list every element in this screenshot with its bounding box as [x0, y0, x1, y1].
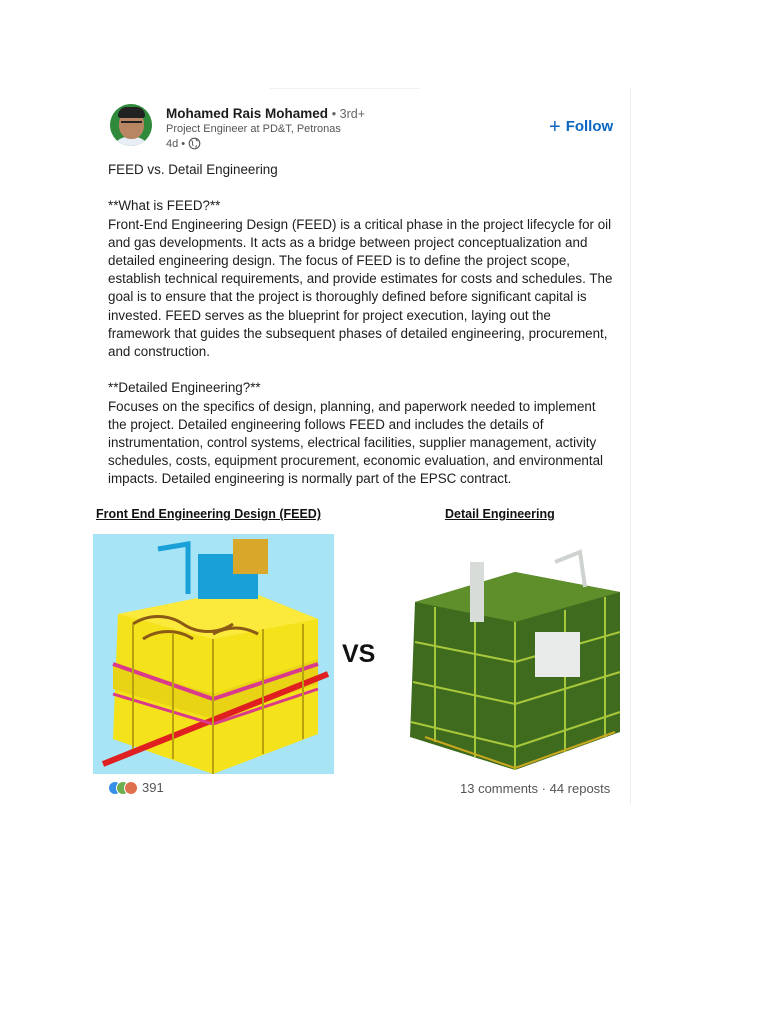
author-headline: Project Engineer at PD&T, Petronas [166, 123, 341, 135]
post-time: 4d • [166, 137, 186, 150]
avatar[interactable] [110, 104, 152, 146]
heart-icon [124, 781, 138, 795]
feed-line: establish technical requirements, and provide estimates for costs and schedules. The [108, 271, 613, 287]
card-divider [270, 88, 420, 89]
feed-platform-image[interactable] [93, 534, 334, 774]
feed-line: invested. FEED serves as the blueprint for project execution, laying out the [108, 307, 551, 323]
feed-line: framework that guides the subsequent phases of detailed engineering, procurement, [108, 325, 608, 341]
globe-icon [188, 137, 201, 150]
feed-line: Front-End Engineering Design (FEED) is a critical phase in the project lifecycle for oil [108, 216, 612, 232]
feed-line: and construction. [108, 344, 210, 360]
detail-image-label: Detail Engineering [445, 507, 555, 521]
vs-text: VS [342, 640, 376, 668]
connection-degree: • 3rd+ [331, 107, 366, 121]
feed-heading: **What is FEED?** [108, 198, 221, 214]
follow-button[interactable] [549, 115, 614, 138]
feed-line: goal is to ensure that the project is thoroughly defined before significant capital is [108, 289, 587, 305]
reactions[interactable] [108, 780, 164, 795]
plus-icon: + [549, 115, 561, 138]
follow-label: Follow [565, 118, 614, 135]
detail-line: the project. Detailed engineering follows FEED and includes the details of [108, 416, 544, 432]
detail-line: Focuses on the specifics of design, planning, and paperwork needed to implement [108, 398, 596, 414]
detail-heading: **Detailed Engineering?** [108, 380, 261, 396]
detail-line: instrumentation, control systems, electrical facilities, supplier management, activity [108, 435, 597, 451]
feed-image-label: Front End Engineering Design (FEED) [96, 507, 321, 521]
feed-line: detailed engineering design. The focus of FEED is to define the project scope, [108, 253, 571, 268]
reaction-count: 391 [142, 780, 164, 795]
comments-reposts-count[interactable]: 13 comments · 44 reposts [460, 781, 611, 796]
post-body [108, 161, 620, 489]
detail-line: schedules, costs, equipment procurement, economic evaluation, and environmental [108, 453, 603, 469]
post-title: FEED vs. Detail Engineering [108, 162, 278, 177]
author-name[interactable]: Mohamed Rais Mohamed [166, 106, 329, 121]
post-meta [166, 137, 201, 150]
feed-line: and gas developments. It acts as a bridge between project conceptualization and [108, 234, 588, 250]
author-name-row [166, 106, 365, 121]
detail-platform-image[interactable] [405, 532, 625, 772]
detail-line: impacts. Detailed engineering is normally part of the EPSC contract. [108, 471, 512, 487]
